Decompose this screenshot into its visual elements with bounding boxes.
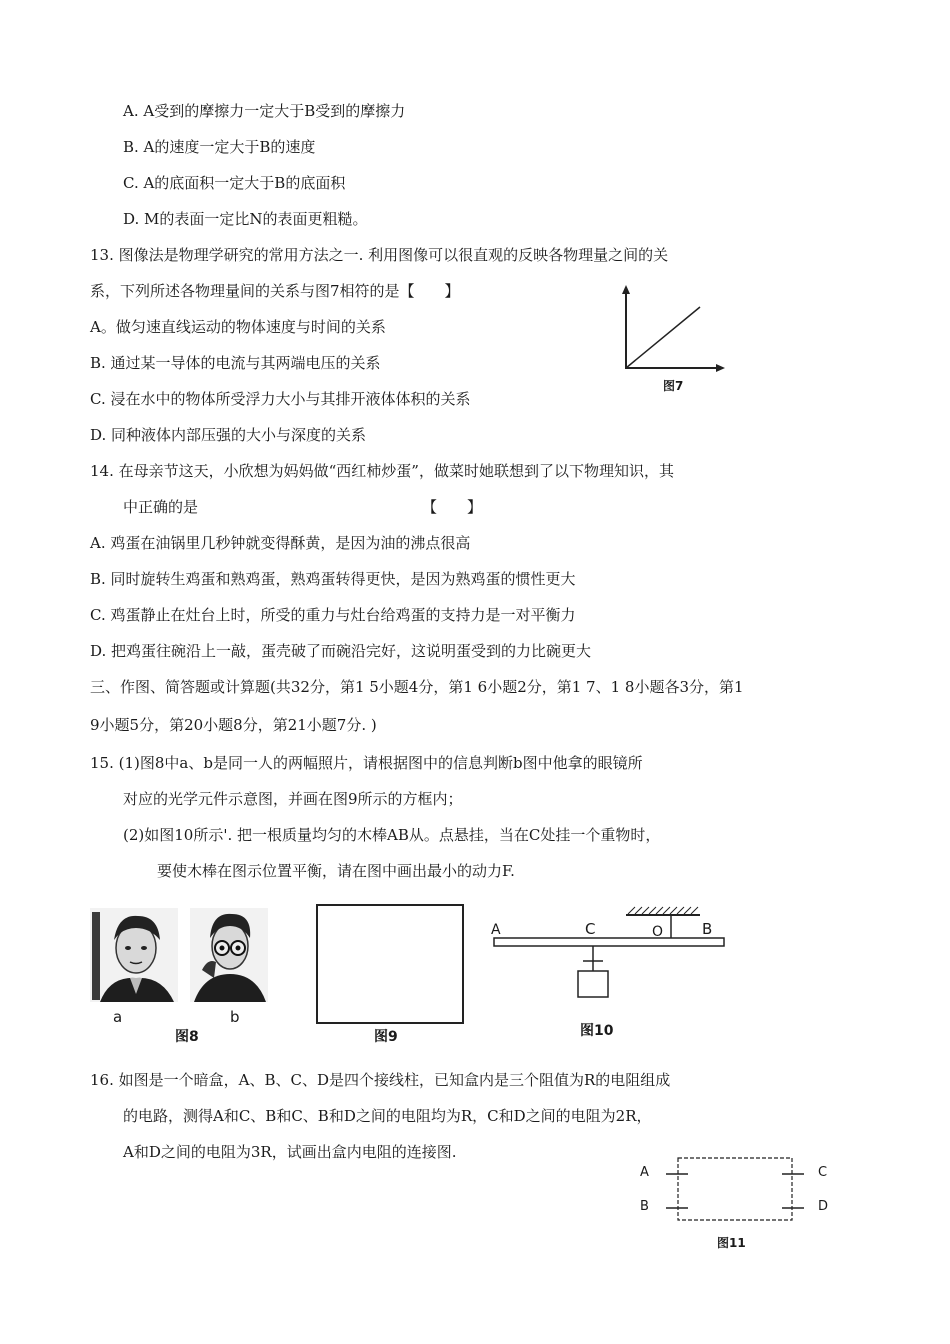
fig10-weight bbox=[578, 971, 608, 997]
fig8-photo-b bbox=[190, 908, 268, 1002]
q14-stem-line2: 中正确的是 bbox=[123, 498, 199, 516]
q12-option-a: A. A受到的摩擦力一定大于B受到的摩擦力 bbox=[123, 102, 406, 120]
fig10-caption: 图10 bbox=[580, 1023, 614, 1039]
q12-option-d: D. M的表面一定比N的表面更粗糙。 bbox=[123, 210, 368, 228]
q13-stem-line1: 13. 图像法是物理学研究的常用方法之一. 利用图像可以很直观的反映各物理量之间的关 bbox=[90, 246, 669, 264]
fig10-label-o: O bbox=[652, 924, 664, 940]
q14-option-a: A. 鸡蛋在油锅里几秒钟就变得酥黄，是因为油的沸点很高 bbox=[90, 534, 471, 552]
fig7-caption: 图7 bbox=[663, 379, 684, 393]
fig8-caption: 图8 bbox=[175, 1029, 199, 1045]
q13-option-a: A。做匀速直线运动的物体速度与时间的关系 bbox=[90, 318, 386, 336]
fig11-label-c: C bbox=[818, 1165, 828, 1180]
q16-line3: A和D之间的电阻为3R，试画出盒内电阻的连接图. bbox=[123, 1143, 457, 1161]
fig11-label-a: A bbox=[640, 1165, 649, 1180]
q14-option-d: D. 把鸡蛋往碗沿上一敲，蛋壳破了而碗沿完好，这说明蛋受到的力比碗更大 bbox=[90, 642, 592, 660]
fig10-label-b: B bbox=[702, 920, 713, 938]
fig10-ceiling bbox=[626, 907, 700, 915]
fig10-lever bbox=[490, 905, 730, 1005]
fig8-label-a: a bbox=[113, 1008, 123, 1026]
fig7-x-arrow bbox=[716, 364, 725, 372]
fig7-y-arrow bbox=[622, 285, 630, 294]
q16-line2: 的电路，测得A和C、B和C、B和D之间的电阻均为R，C和D之间的电阻为2R， bbox=[123, 1107, 652, 1125]
fig11-caption: 图11 bbox=[717, 1236, 746, 1250]
fig11-label-b: B bbox=[640, 1199, 649, 1214]
fig7-line bbox=[626, 307, 700, 368]
fig10-label-c: C bbox=[585, 920, 596, 938]
q15-line4: 要使木棒在图示位置平衡，请在图中画出最小的动力F. bbox=[157, 862, 515, 880]
q13-option-b: B. 通过某一导体的电流与其两端电压的关系 bbox=[90, 354, 381, 372]
q14-option-b: B. 同时旋转生鸡蛋和熟鸡蛋，熟鸡蛋转得更快，是因为熟鸡蛋的惯性更大 bbox=[90, 570, 576, 588]
fig8-photo-a bbox=[90, 908, 178, 1002]
fig10-rod bbox=[494, 938, 724, 946]
section3-heading-line2: 9小题5分，第20小题8分，第21小题7分. ) bbox=[90, 716, 377, 734]
q14-answer-bracket: 【 】 bbox=[422, 498, 483, 516]
q12-option-c: C. A的底面积一定大于B的底面积 bbox=[123, 174, 346, 192]
fig9-answer-box bbox=[316, 904, 464, 1024]
fig11-box-outline bbox=[678, 1158, 792, 1220]
section3-heading-line1: 三、作图、简答题或计算题(共32分，第1 5小题4分，第1 6小题2分，第1 7、1 8小题各3分，第1 bbox=[90, 678, 744, 696]
fig9-caption: 图9 bbox=[374, 1029, 398, 1045]
q15-line3: (2)如图10所示'. 把一根质量均匀的木棒AB从。点悬挂，当在C处挂一个重物时， bbox=[123, 826, 661, 844]
fig8-label-b: b bbox=[230, 1008, 240, 1026]
fig8-photos bbox=[90, 908, 270, 1004]
q14-option-c: C. 鸡蛋静止在灶台上时，所受的重力与灶台给鸡蛋的支持力是一对平衡力 bbox=[90, 606, 576, 624]
fig11-label-d: D bbox=[818, 1199, 829, 1214]
q12-option-b: B. A的速度一定大于B的速度 bbox=[123, 138, 316, 156]
q15-line2: 对应的光学元件示意图，并画在图9所示的方框内； bbox=[123, 790, 463, 808]
q15-line1: 15. (1)图8中a、b是同一人的两幅照片，请根据图中的信息判断b图中他拿的眼镜所 bbox=[90, 754, 643, 772]
fig7-graph bbox=[612, 283, 732, 373]
fig10-label-a: A bbox=[491, 922, 501, 938]
q13-option-d: D. 同种液体内部压强的大小与深度的关系 bbox=[90, 426, 367, 444]
q14-stem-line1: 14. 在母亲节这天，小欣想为妈妈做“西红柿炒蛋”，做菜时她联想到了以下物理知识，其 bbox=[90, 462, 674, 480]
q16-line1: 16. 如图是一个暗盒，A、B、C、D是四个接线柱，已知盒内是三个阻值为R的电阻组成 bbox=[90, 1071, 671, 1089]
q13-option-c: C. 浸在水中的物体所受浮力大小与其排开液体体积的关系 bbox=[90, 390, 471, 408]
fig11-black-box bbox=[650, 1150, 820, 1230]
q13-stem-line2: 系，下列所述各物理量间的关系与图7相符的是【 】 bbox=[90, 282, 460, 300]
